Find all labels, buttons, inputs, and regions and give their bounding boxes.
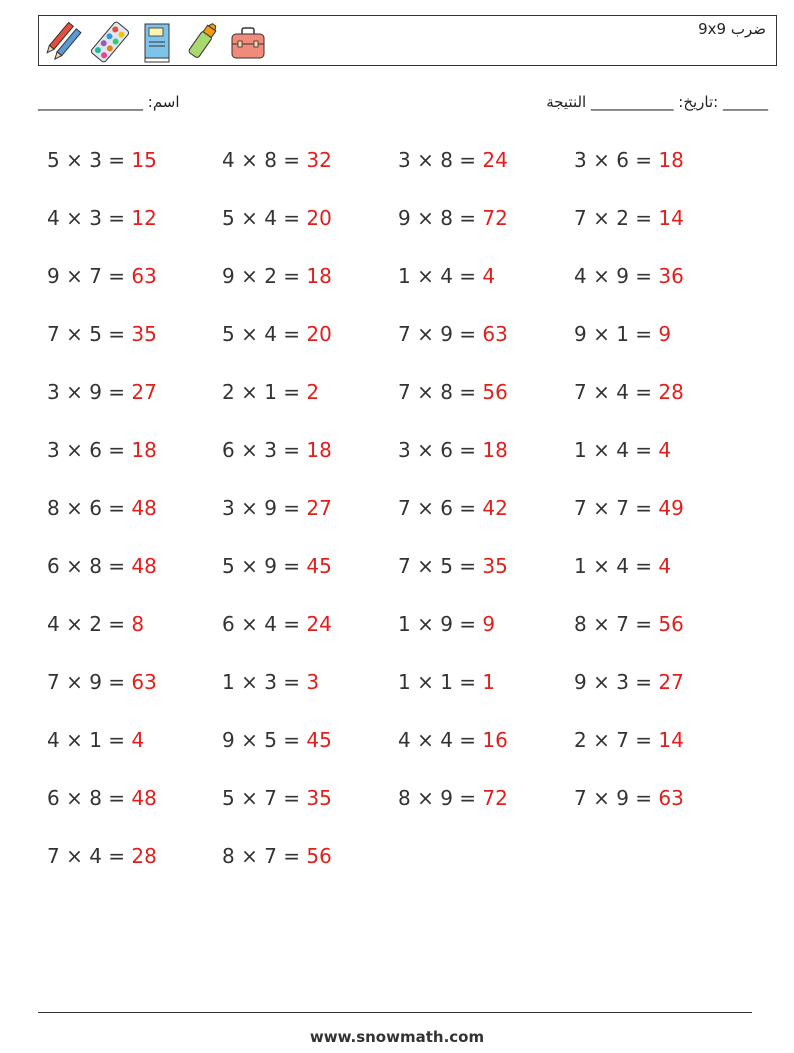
problem-question: 1 × 4 = bbox=[398, 264, 483, 288]
problem-item bbox=[222, 264, 332, 288]
problem-item bbox=[47, 496, 157, 520]
problem-item bbox=[222, 844, 332, 868]
problem-answer: 1 bbox=[482, 670, 496, 694]
problem-answer: 45 bbox=[306, 728, 332, 752]
problem-answer: 63 bbox=[131, 670, 157, 694]
problem-question: 6 × 8 = bbox=[47, 786, 132, 810]
problem-answer: 72 bbox=[482, 206, 508, 230]
problem-question: 4 × 8 = bbox=[222, 148, 307, 172]
problem-answer: 8 bbox=[131, 612, 145, 636]
problem-question: 2 × 1 = bbox=[222, 380, 307, 404]
problem-item bbox=[222, 728, 332, 752]
problem-answer: 18 bbox=[306, 264, 332, 288]
problem-answer: 18 bbox=[482, 438, 508, 462]
problem-item bbox=[222, 380, 319, 404]
problem-answer: 14 bbox=[658, 206, 684, 230]
problem-question: 7 × 4 = bbox=[574, 380, 659, 404]
problem-question: 9 × 3 = bbox=[574, 670, 659, 694]
problem-item bbox=[47, 786, 157, 810]
problem-question: 7 × 2 = bbox=[574, 206, 659, 230]
problem-answer: 45 bbox=[306, 554, 332, 578]
problem-item bbox=[222, 554, 332, 578]
problem-question: 9 × 1 = bbox=[574, 322, 659, 346]
problem-item bbox=[47, 844, 157, 868]
problem-question: 3 × 6 = bbox=[574, 148, 659, 172]
problem-item bbox=[398, 496, 508, 520]
problem-item bbox=[47, 554, 157, 578]
worksheet-header bbox=[38, 15, 777, 66]
problem-answer: 4 bbox=[131, 728, 145, 752]
problem-item bbox=[398, 670, 495, 694]
notebook-icon bbox=[137, 20, 175, 64]
problem-question: 3 × 9 = bbox=[222, 496, 307, 520]
problem-item bbox=[398, 148, 508, 172]
problem-answer: 42 bbox=[482, 496, 508, 520]
problem-answer: 20 bbox=[306, 206, 332, 230]
problem-answer: 24 bbox=[482, 148, 508, 172]
problem-question: 7 × 5 = bbox=[398, 554, 483, 578]
problem-item bbox=[47, 438, 157, 462]
problem-item bbox=[47, 728, 144, 752]
problem-answer: 9 bbox=[482, 612, 496, 636]
problem-item bbox=[574, 786, 684, 810]
problem-answer: 35 bbox=[482, 554, 508, 578]
problem-question: 9 × 8 = bbox=[398, 206, 483, 230]
problem-item bbox=[222, 206, 332, 230]
problem-answer: 12 bbox=[131, 206, 157, 230]
problem-answer: 49 bbox=[658, 496, 684, 520]
name-field[interactable]: اسم: ______________ bbox=[38, 93, 180, 111]
problem-answer: 20 bbox=[306, 322, 332, 346]
problem-answer: 48 bbox=[131, 786, 157, 810]
problem-answer: 28 bbox=[658, 380, 684, 404]
problem-item bbox=[222, 670, 319, 694]
problem-item bbox=[574, 264, 684, 288]
problem-item bbox=[574, 148, 684, 172]
problem-item bbox=[222, 612, 332, 636]
problem-question: 7 × 8 = bbox=[398, 380, 483, 404]
problem-item bbox=[398, 206, 508, 230]
problem-question: 7 × 5 = bbox=[47, 322, 132, 346]
problem-item bbox=[47, 380, 157, 404]
problem-answer: 27 bbox=[306, 496, 332, 520]
problem-item bbox=[398, 438, 508, 462]
problem-answer: 2 bbox=[306, 380, 320, 404]
problem-question: 1 × 3 = bbox=[222, 670, 307, 694]
problem-question: 6 × 3 = bbox=[222, 438, 307, 462]
problem-question: 1 × 4 = bbox=[574, 554, 659, 578]
problem-question: 6 × 4 = bbox=[222, 612, 307, 636]
problem-answer: 9 bbox=[658, 322, 672, 346]
header-icons bbox=[45, 20, 267, 64]
problem-question: 4 × 9 = bbox=[574, 264, 659, 288]
problem-question: 6 × 8 = bbox=[47, 554, 132, 578]
problem-question: 7 × 9 = bbox=[398, 322, 483, 346]
problem-item bbox=[574, 728, 684, 752]
problem-question: 5 × 9 = bbox=[222, 554, 307, 578]
problem-question: 9 × 7 = bbox=[47, 264, 132, 288]
problem-question: 3 × 9 = bbox=[47, 380, 132, 404]
problem-question: 7 × 6 = bbox=[398, 496, 483, 520]
problem-answer: 14 bbox=[658, 728, 684, 752]
problem-answer: 56 bbox=[658, 612, 684, 636]
problem-answer: 24 bbox=[306, 612, 332, 636]
problem-item bbox=[574, 554, 671, 578]
problem-question: 3 × 8 = bbox=[398, 148, 483, 172]
problem-item bbox=[222, 148, 332, 172]
problem-answer: 36 bbox=[658, 264, 684, 288]
problem-question: 7 × 9 = bbox=[574, 786, 659, 810]
problem-item bbox=[398, 728, 508, 752]
problem-question: 5 × 4 = bbox=[222, 206, 307, 230]
watercolor-palette-icon bbox=[91, 20, 129, 64]
problem-question: 4 × 3 = bbox=[47, 206, 132, 230]
problem-item bbox=[398, 322, 508, 346]
problem-question: 5 × 4 = bbox=[222, 322, 307, 346]
problem-question: 2 × 7 = bbox=[574, 728, 659, 752]
problem-item bbox=[574, 322, 671, 346]
problem-answer: 18 bbox=[306, 438, 332, 462]
problem-answer: 3 bbox=[306, 670, 320, 694]
problem-answer: 4 bbox=[658, 554, 672, 578]
problem-question: 3 × 6 = bbox=[398, 438, 483, 462]
footer-divider bbox=[38, 1012, 752, 1013]
problem-question: 9 × 2 = bbox=[222, 264, 307, 288]
problem-item bbox=[47, 206, 157, 230]
problem-answer: 35 bbox=[131, 322, 157, 346]
problem-item bbox=[574, 438, 671, 462]
problem-answer: 56 bbox=[306, 844, 332, 868]
problem-question: 8 × 9 = bbox=[398, 786, 483, 810]
problem-question: 7 × 9 = bbox=[47, 670, 132, 694]
problem-item bbox=[574, 206, 684, 230]
problem-question: 8 × 7 = bbox=[574, 612, 659, 636]
problem-question: 4 × 1 = bbox=[47, 728, 132, 752]
problem-answer: 15 bbox=[131, 148, 157, 172]
problem-answer: 4 bbox=[658, 438, 672, 462]
problem-answer: 63 bbox=[131, 264, 157, 288]
problem-answer: 28 bbox=[131, 844, 157, 868]
problem-item bbox=[222, 496, 332, 520]
problem-item bbox=[398, 612, 495, 636]
problem-item bbox=[398, 786, 508, 810]
problem-item bbox=[574, 670, 684, 694]
problem-item bbox=[398, 554, 508, 578]
problem-question: 1 × 4 = bbox=[574, 438, 659, 462]
pencils-icon bbox=[45, 20, 83, 64]
problem-item bbox=[47, 670, 157, 694]
problem-question: 1 × 9 = bbox=[398, 612, 483, 636]
worksheet-title: ضرب 9x9 bbox=[698, 20, 766, 38]
problem-answer: 63 bbox=[482, 322, 508, 346]
problem-question: 9 × 5 = bbox=[222, 728, 307, 752]
problem-answer: 27 bbox=[658, 670, 684, 694]
problem-item bbox=[47, 148, 157, 172]
problem-answer: 27 bbox=[131, 380, 157, 404]
problem-item bbox=[47, 612, 144, 636]
school-bag-icon bbox=[229, 20, 267, 64]
problem-question: 3 × 6 = bbox=[47, 438, 132, 462]
problem-question: 5 × 7 = bbox=[222, 786, 307, 810]
problem-item bbox=[222, 438, 332, 462]
problem-answer: 63 bbox=[658, 786, 684, 810]
problem-answer: 56 bbox=[482, 380, 508, 404]
problem-question: 7 × 7 = bbox=[574, 496, 659, 520]
problem-item bbox=[574, 380, 684, 404]
problem-answer: 48 bbox=[131, 554, 157, 578]
problem-answer: 16 bbox=[482, 728, 508, 752]
problem-answer: 72 bbox=[482, 786, 508, 810]
problem-question: 8 × 6 = bbox=[47, 496, 132, 520]
highlighter-icon bbox=[183, 20, 221, 64]
problem-item bbox=[574, 496, 684, 520]
problem-item bbox=[574, 612, 684, 636]
problem-question: 1 × 1 = bbox=[398, 670, 483, 694]
problem-item bbox=[222, 786, 332, 810]
problem-question: 5 × 3 = bbox=[47, 148, 132, 172]
problem-answer: 35 bbox=[306, 786, 332, 810]
problem-item bbox=[398, 264, 495, 288]
date-score-field[interactable]: ______ :تاريخ: ___________ النتيجة bbox=[546, 93, 768, 111]
problem-answer: 18 bbox=[131, 438, 157, 462]
problem-item bbox=[47, 322, 157, 346]
problem-question: 7 × 4 = bbox=[47, 844, 132, 868]
problem-item bbox=[47, 264, 157, 288]
problem-question: 8 × 7 = bbox=[222, 844, 307, 868]
problem-answer: 32 bbox=[306, 148, 332, 172]
problem-answer: 48 bbox=[131, 496, 157, 520]
problem-answer: 18 bbox=[658, 148, 684, 172]
problem-question: 4 × 4 = bbox=[398, 728, 483, 752]
footer-website: www.snowmath.com bbox=[309, 1028, 485, 1046]
problem-question: 4 × 2 = bbox=[47, 612, 132, 636]
problem-answer: 4 bbox=[482, 264, 496, 288]
problem-item bbox=[398, 380, 508, 404]
problem-item bbox=[222, 322, 332, 346]
